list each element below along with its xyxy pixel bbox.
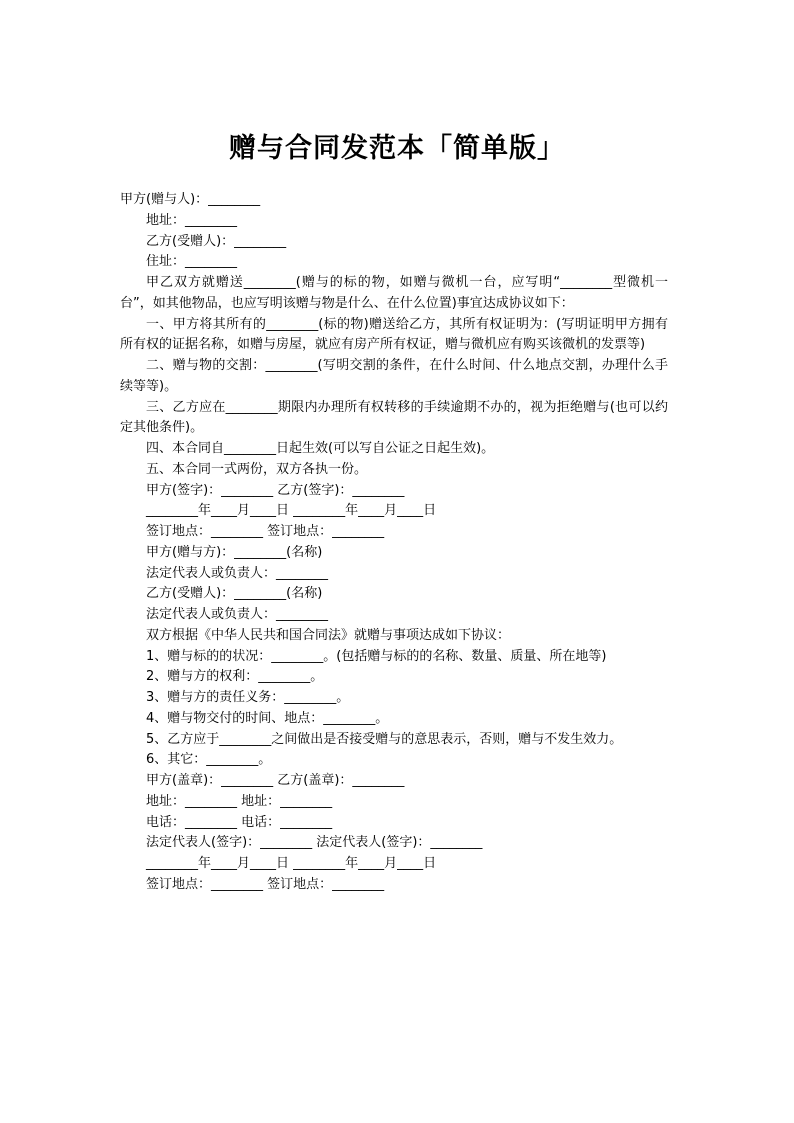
preamble-paragraph: 甲乙双方就赠送________(赠与的标的物，如赠与微机一台，应写明“________型微机一台”，如其他物品，也应写明该赠与物是什么、在什么位置)事宜达成协议如下： xyxy=(120,275,668,311)
party-b-residence: 住址：________ xyxy=(146,254,238,270)
signature-line-1: 甲方(签字)：________ 乙方(签字)：________ xyxy=(146,482,405,498)
party-a-donor-2: 甲方(赠与方)：________(名称) xyxy=(146,544,323,560)
signing-place-1: 签订地点：________ 签订地点：________ xyxy=(146,524,385,539)
address-line: 地址：________ 地址：________ xyxy=(146,793,333,809)
document-title: 赠与合同发范本「简单版」 xyxy=(229,133,565,164)
party-b-donee-2: 乙方(受赠人)：________(名称) xyxy=(146,586,323,602)
party-b-donee: 乙方(受赠人)：________ xyxy=(146,233,287,249)
party-a-donor: 甲方(赠与人)：________ xyxy=(120,192,261,207)
item-2: 2、赠与方的权利：________。 xyxy=(146,669,324,685)
clause-2: 二、赠与物的交割：________(写明交割的条件，在什么时间、什么地点交割，办理什么手续等等)。 xyxy=(120,358,668,394)
clause-5: 五、本合同一式两份，双方各执一份。 xyxy=(146,461,368,477)
phone-line: 电话：________ 电话：________ xyxy=(146,814,333,830)
date-line-2: ________年____月____日 ________年____月____日 xyxy=(146,856,437,871)
legal-rep-signature-line: 法定代表人(签字)：________ 法定代表人(签字)：________ xyxy=(146,835,483,851)
item-5: 5、乙方应于________之间做出是否接受赠与的意思表示，否则，赠与不发生效力。 xyxy=(146,731,623,747)
item-6: 6、其它：________。 xyxy=(146,752,272,768)
signing-place-2: 签订地点：________ 签订地点：________ xyxy=(146,876,385,892)
item-1: 1、赠与标的的状况：________。(包括赠与标的的名称、数量、质量、所在地等) xyxy=(146,648,607,664)
seal-line: 甲方(盖章)：________ 乙方(盖章)：________ xyxy=(146,773,405,788)
date-line-1: ________年____月____日 ________年____月____日 xyxy=(146,503,437,519)
document-body xyxy=(120,190,678,896)
item-3: 3、赠与方的责任义务：________。 xyxy=(146,690,350,705)
legal-rep-a: 法定代表人或负责人：________ xyxy=(146,565,329,581)
legal-rep-b: 法定代表人或负责人：________ xyxy=(146,607,329,622)
party-a-address: 地址：________ xyxy=(146,212,238,228)
clause-3: 三、乙方应在________期限内办理所有权转移的手续逾期不办的，视为拒绝赠与(也可以约定其他条件)。 xyxy=(120,399,668,436)
item-4: 4、赠与物交付的时间、地点：________。 xyxy=(146,710,389,726)
clause-1: 一、甲方将其所有的________(标的物)赠送给乙方，其所有权证明为：(写明证明甲方拥有所有权的证据名称，如赠与房屋，就应有房产所有权证，赠与微机应有购买该微机的发票等) xyxy=(120,316,668,353)
agreement-intro: 双方根据《中华人民共和国合同法》就赠与事项达成如下协议： xyxy=(146,627,511,643)
clause-4: 四、本合同自________日起生效(可以写自公证之日起生效)。 xyxy=(146,441,495,456)
